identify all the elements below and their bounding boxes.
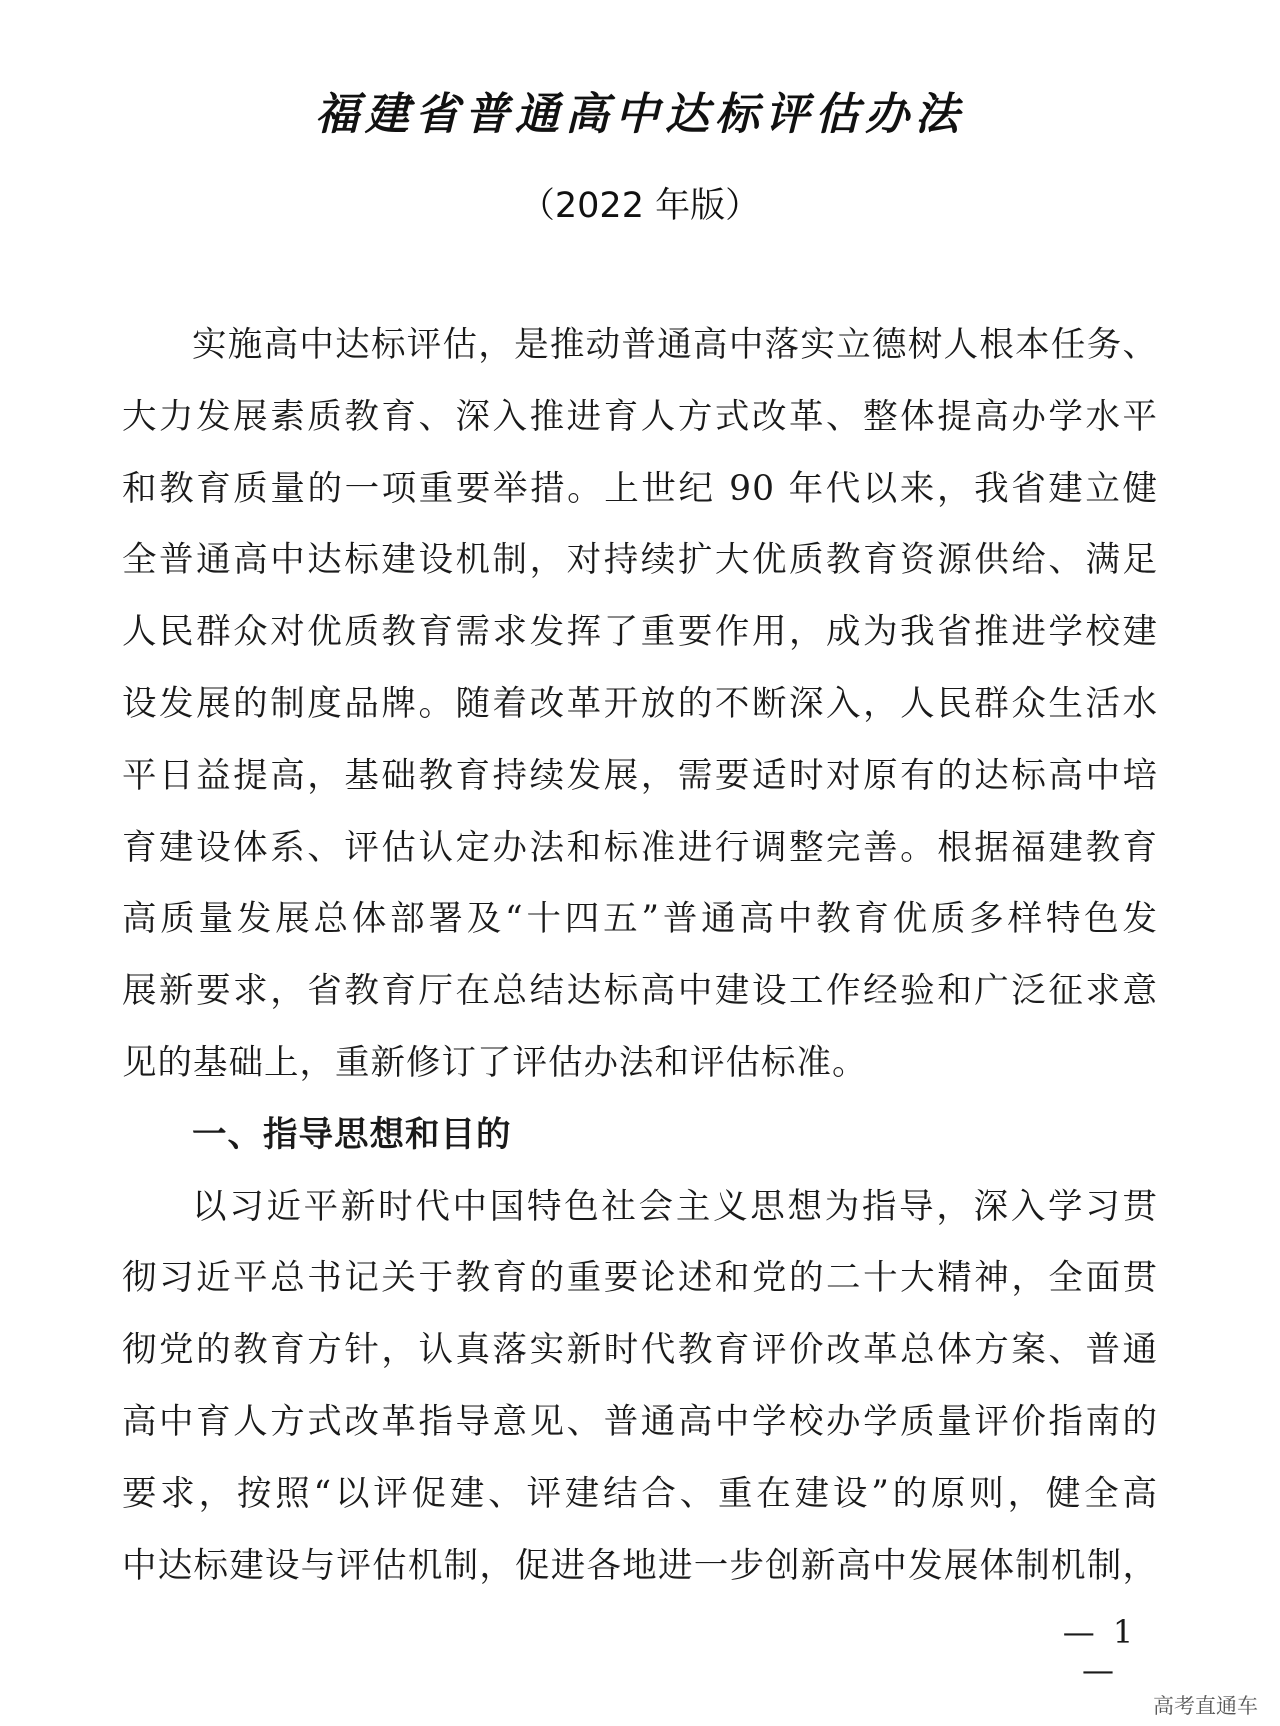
text-line: 设发展的制度品牌。随着改革开放的不断深入，人民群众生活水 (122, 683, 1158, 724)
text-line: 彻习近平总书记关于教育的重要论述和党的二十大精神，全面贯 (122, 1258, 1158, 1299)
document-subtitle: （2022 年版） (519, 186, 761, 226)
text-line: 高质量发展总体部署及“十四五”普通高中教育优质多样特色发 (122, 899, 1158, 940)
text-line: 彻党的教育方针，认真落实新时代教育评价改革总体方案、普通 (122, 1330, 1158, 1371)
text-line: 平日益提高，基础教育持续发展，需要适时对原有的达标高中培 (122, 755, 1158, 796)
document-title: 福建省普通高中达标评估办法 (315, 89, 965, 140)
text-line: 全普通高中达标建设机制，对持续扩大优质教育资源供给、满足 (122, 540, 1158, 581)
text-line: 见的基础上，重新修订了评估办法和评估标准。 (122, 1042, 868, 1083)
text-line: 以习近平新时代中国特色社会主义思想为指导，深入学习贯 (192, 1186, 1158, 1227)
text-line: 高中育人方式改革指导意见、普通高中学校办学质量评价指南的 (122, 1401, 1158, 1442)
text-line: 大力发展素质教育、深入推进育人方式改革、整体提高办学水平 (122, 396, 1158, 437)
paragraph-guiding-ideology (122, 1172, 1158, 1603)
text-line: 中达标建设与评估机制，促进各地进一步创新高中发展体制机制， (122, 1545, 1158, 1586)
page-number: — 1 — (1062, 1613, 1138, 1689)
watermark: 高考直通车 (1153, 1694, 1258, 1718)
text-line: 人民群众对优质教育需求发挥了重要作用，成为我省推进学校建 (122, 612, 1158, 653)
text-line: 实施高中达标评估，是推动普通高中落实立德树人根本任务、 (192, 325, 1158, 365)
section-heading: 一、指导思想和目的 (192, 1114, 512, 1155)
document-body (122, 310, 1158, 1602)
text-line: 要求，按照“以评促建、评建结合、重在建设”的原则，健全高 (122, 1473, 1158, 1514)
text-line: 育建设体系、评估认定办法和标准进行调整完善。根据福建教育 (122, 827, 1158, 868)
text-line: 展新要求，省教育厅在总结达标高中建设工作经验和广泛征求意 (122, 971, 1158, 1012)
paragraph-intro (122, 310, 1158, 1100)
text-line: 和教育质量的一项重要举措。上世纪 90 年代以来，我省建立健 (122, 468, 1158, 509)
